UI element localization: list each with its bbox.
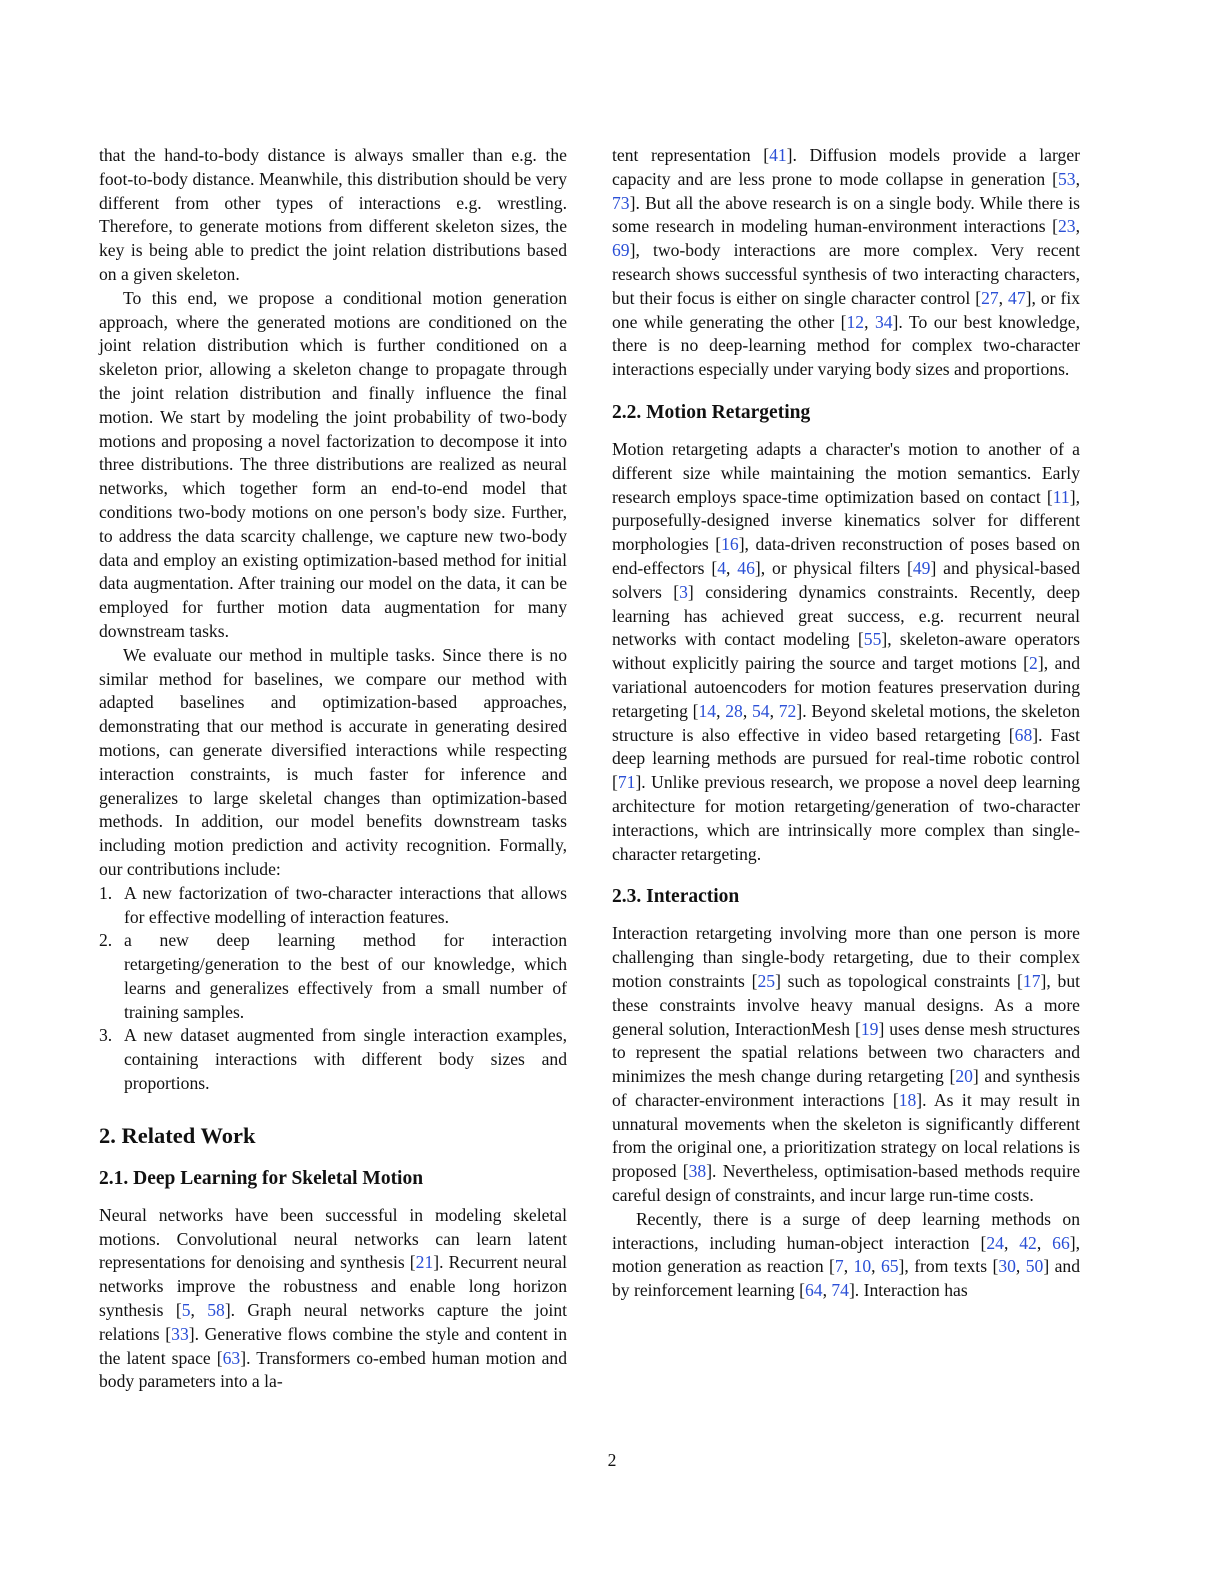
citation-link[interactable]: 16 [721,534,739,555]
citation-link[interactable]: 12 [846,311,865,332]
citation-link[interactable]: 49 [912,557,931,578]
citation-link[interactable]: 2 [1029,653,1038,674]
citation-link[interactable]: 55 [863,629,882,650]
interaction-paragraph-1: Interaction retargeting involving more than one person is more challenging than single-body retargeting, due to their complex motion constraints [25] such as topological constraints [17], but these constraints involve heavy manual designs. As a more general solution, InteractionMesh [19] uses dense mesh structures to represent the spatial relations between two characters and minimizes the mesh change during retargeting [20] and synthesis of character-environment interactions [18]. As it may result in unnatural movements when the skeleton is significantly different from the original one, a prioritization strategy on local relations is proposed [38]. Nevertheless, optimisation-based methods require careful design of constraints, and incur large run-time costs. [612,923,1081,1206]
citation-link[interactable]: 27 [981,287,999,308]
citation-link[interactable]: 64 [804,1280,823,1301]
intro-paragraph-3: We evaluate our method in multiple tasks. Since there is no similar method for baselines, we compare our method with adapted baselines and optimization-based approaches, demonstrating that our method is accurate in generating desired motions, can generate diversified interactions while respecting interaction constraints, is much faster for inference and generalizes to large skeletal changes than optimization-based methods. In addition, our model benefits downstream tasks including motion prediction and activity recognition. Formally, our contributions include: [99,644,567,879]
citation-link[interactable]: 23 [1058,216,1076,237]
intro-paragraph-1: that the hand-to-body distance is always smaller than e.g. the foot-to-body distance. Meanwhile, this distribution should be very different from other types of interactions e.g. wrestling. Therefore, to generate motions from different skeleton sizes, the key is being able to predict the joint relation distributions based on a given skeleton. [99,145,567,284]
deep-learning-paragraph: Neural networks have been successful in modeling skeletal motions. Convolutional neural networks can learn latent representations for denoising and synthesis [21]. Recurrent neural networks improve the robustness and enable long horizon synthesis [5, 58]. Graph neural networks capture the joint relations [33]. Generative flows combine the style and content in the latent space [63]. Transformers co-embed human motion and body parameters into a la- [99,1204,568,1392]
citation-link[interactable]: 42 [1019,1232,1037,1253]
citation-link[interactable]: 20 [955,1066,973,1087]
citation-link[interactable]: 18 [898,1089,917,1110]
citation-link[interactable]: 58 [207,1300,225,1321]
citation-link[interactable]: 50 [1025,1256,1044,1277]
citation-link[interactable]: 3 [679,581,688,602]
subsection-title-motion-retargeting: 2.2. Motion Retargeting [612,401,811,423]
citation-link[interactable]: 38 [688,1161,707,1182]
contribution-item [99,882,567,930]
citation-link[interactable]: 68 [1014,724,1033,745]
citation-link[interactable]: 71 [617,772,636,793]
citation-link[interactable]: 24 [986,1232,1004,1253]
citation-link[interactable]: 72 [778,700,797,721]
citation-link[interactable]: 30 [998,1256,1016,1277]
left-column [99,144,567,1394]
right-column [612,144,1080,1303]
citation-link[interactable]: 63 [222,1347,241,1368]
citation-link[interactable]: 41 [769,145,787,165]
citation-link[interactable]: 33 [171,1323,189,1344]
citation-link[interactable]: 5 [181,1300,191,1321]
interaction-paragraph-2: Recently, there is a surge of deep learning methods on interactions, including human-object interaction [24, 42, 66], motion generation as reaction [7, 10, 65], from texts [30, 50] and by reinforcement learning [64, 74]. Interaction has [612,1208,1080,1301]
citation-link[interactable]: 47 [1008,287,1026,308]
continued-paragraph: tent representation [41]. Diffusion models provide a larger capacity and are less prone to mode collapse in generation [53, 73]. But all the above research is on a single body. While there is some research in modeling human-environment interactions [23, 69], two-body interactions are more complex. Very recent research shows successful synthesis of two interacting characters, but their focus is either on single character control [27, 47], or fix one while generating the other [12, 34]. To our best knowledge, there is no deep-learning method for complex two-character interactions especially under varying body sizes and proportions. [612,145,1081,380]
citation-link[interactable]: 19 [860,1018,879,1039]
citation-link[interactable]: 21 [415,1252,434,1273]
citation-link[interactable]: 25 [757,970,776,991]
citation-link[interactable]: 66 [1052,1232,1070,1253]
intro-paragraph-2: To this end, we propose a conditional motion generation approach, where the generated motions are conditioned on the joint relation distribution which is further conditioned on a skeleton prior, allowing a skeleton change to propagate through the joint relation distribution and finally influence the final motion. We start by modeling the joint probability of two-body motions and proposing a novel factorization to decompose it into three distributions. The three distributions are realized as neural networks, which together form an end-to-end model that conditions two-body motions on one person's body size. Further, to address the data scarcity challenge, we capture new two-body data and employ an existing optimization-based method for initial data augmentation. After training our model on the data, it can be employed for further motion data augmentation for many downstream tasks. [99,287,567,641]
citation-link[interactable]: 7 [834,1256,844,1277]
contribution-number: 3. [99,1025,113,1046]
citation-link[interactable]: 10 [853,1256,872,1277]
citation-link[interactable]: 65 [880,1256,899,1277]
motion-retargeting-paragraph: Motion retargeting adapts a character's motion to another of a different size while maintaining the motion semantics. Early research employs space-time optimization based on contact [11], purposefully-designed inverse kinematics solver for different morphologies [16], data-driven reconstruction of poses based on end-effectors [4, 46], or physical filters [49] and physical-based solvers [3] considering dynamics constraints. Recently, deep learning has achieved great success, e.g. recurrent neural networks with contact modeling [55], skeleton-aware operators without explicitly pairing the source and target motions [2], and variational autoencoders for motion features preservation during retargeting [14, 28, 54, 72]. Beyond skeletal motions, the skeleton structure is also effective in video based retargeting [68]. Fast deep learning methods are pursued for real-time robotic control [71]. Unlike previous research, we propose a novel deep learning architecture for motion retargeting/generation of two-character interactions, which are intrinsically more complex than single-character retargeting. [612,438,1081,864]
contribution-text: a new deep learning method for interaction retargeting/generation to the best of our knowledge, which learns and generalizes effectively from a small number of training samples. [124,930,567,1022]
citation-link[interactable]: 4 [717,557,727,578]
contribution-text: A new factorization of two-character interactions that allows for effective modelling of interaction features. [124,882,567,927]
page-number: 2 [607,1450,617,1470]
citation-link[interactable]: 74 [831,1280,849,1301]
citation-link[interactable]: 14 [698,700,717,721]
citation-link[interactable]: 28 [725,700,743,721]
subsection-title-deep-learning: 2.1. Deep Learning for Skeletal Motion [99,1167,424,1189]
contribution-text: A new dataset augmented from single interaction examples, containing interactions with different body sizes and proportions. [124,1025,567,1094]
contributions-list [99,882,567,1096]
citation-link[interactable]: 69 [612,240,630,261]
citation-link[interactable]: 46 [737,557,755,578]
citation-link[interactable]: 53 [1058,168,1076,189]
contribution-number: 2. [99,930,113,951]
contribution-item [99,1024,567,1095]
subsection-title-interaction: 2.3. Interaction [612,886,740,908]
citation-link[interactable]: 17 [1022,970,1041,991]
contribution-number: 1. [99,882,113,903]
contribution-item [99,929,567,1024]
citation-link[interactable]: 11 [1052,486,1070,507]
citation-link[interactable]: 54 [752,700,770,721]
section-title-related-work: 2. Related Work [99,1122,256,1148]
citation-link[interactable]: 73 [612,192,630,213]
citation-link[interactable]: 34 [874,311,893,332]
